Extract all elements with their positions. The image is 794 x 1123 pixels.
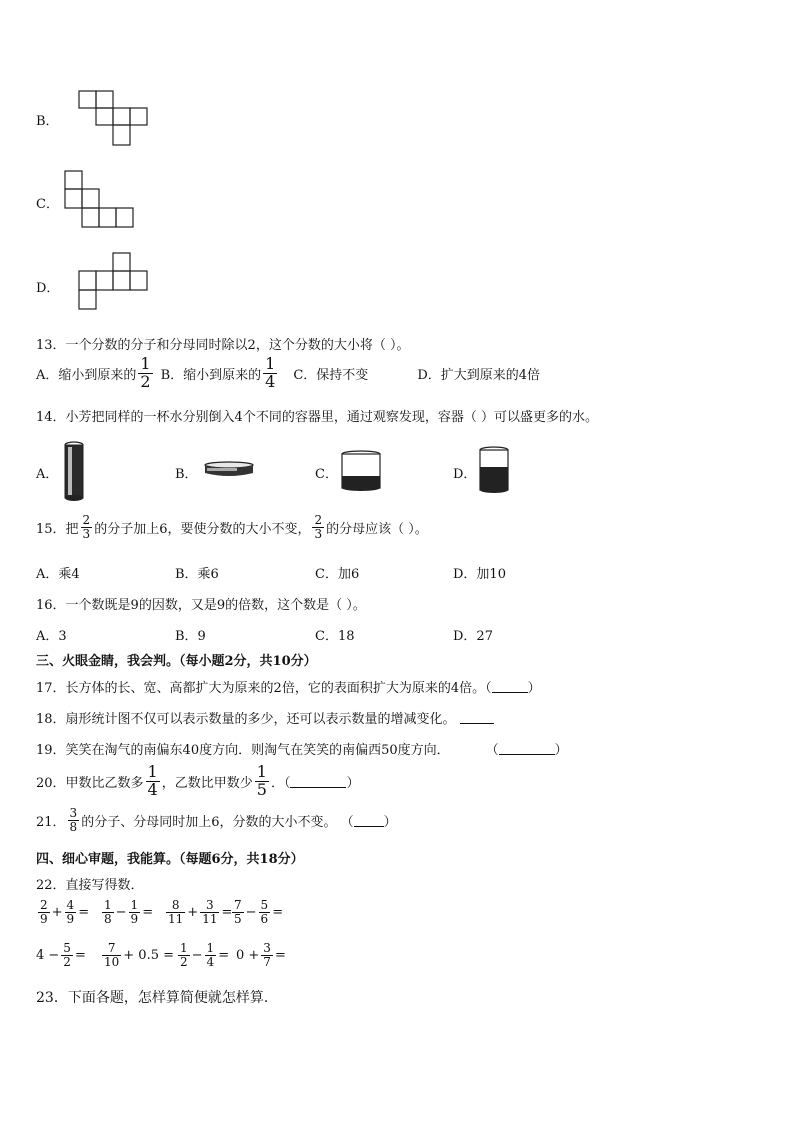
option-d-label: D．: [36, 281, 60, 296]
q22-text: 22．直接写得数．: [36, 878, 144, 893]
q20-line: [36, 764, 359, 799]
q18-answer-blank[interactable]: [460, 711, 494, 724]
q13-option-b: B．缩小到原来的: [160, 367, 262, 383]
q16-option-c: C．18: [315, 629, 355, 644]
q21-close: ）: [383, 814, 397, 830]
q13-options: [36, 356, 540, 391]
q13-option-a: A．缩小到原来的: [36, 367, 137, 383]
narrow-glass-icon: [478, 446, 512, 494]
q17-text: 17．长方体的长、宽、高都扩大为原来的2倍，它的表面积扩大为原来的4倍。（: [36, 681, 492, 696]
q13-fraction-b: $\frac{1}{4}$: [265, 354, 276, 391]
q13-text: 13．一个分数的分子和分母同时除以2，这个分数的大小将（ ）。: [36, 338, 410, 353]
q21-line: [36, 807, 397, 833]
calc-expression-7: $\frac{1}{2}$ − $\frac{1}{4}$ =: [180, 941, 230, 969]
q20-suffix: ．（: [270, 775, 291, 791]
calc-row-2: [36, 942, 296, 968]
option-b-label: B．: [36, 114, 59, 129]
calc-row-1: [36, 899, 294, 925]
net-diagram-d: [78, 252, 150, 312]
q13-fraction-a: $\frac{1}{2}$: [140, 354, 151, 391]
q17-line: [36, 677, 541, 696]
q15-option-d: D．加10: [453, 567, 506, 582]
calc-expression-2: $\frac{1}{8}$ − $\frac{1}{9}$ =: [104, 898, 154, 926]
q21-prefix: 21．: [36, 814, 66, 830]
q21-answer-blank[interactable]: [354, 814, 384, 827]
q14-option-b: B．: [175, 467, 198, 482]
net-diagram-b: [78, 90, 150, 148]
q15-option-c: C．加6: [315, 567, 360, 582]
q19-close: ）: [554, 743, 568, 758]
q19-line: [36, 739, 568, 758]
q13-option-d: D．扩大到原来的4倍: [417, 367, 541, 383]
calc-expression-5: 4 − $\frac{5}{2}$ =: [36, 941, 86, 969]
q19-answer-blank[interactable]: [499, 742, 555, 755]
q14-text: 14．小芳把同样的一杯水分别倒入4个不同的容器里，通过观察发现，容器（ ）可以盛更多的水。: [36, 410, 598, 425]
q17-answer-blank[interactable]: [492, 680, 528, 693]
q20-fraction-2: $\frac{1}{5}$: [256, 762, 267, 799]
q15-middle: 的分子加上6，要使分数的大小不变，: [94, 521, 311, 537]
q16-option-b: B．9: [175, 629, 206, 644]
q21-text: 的分子、分母同时加上6，分数的大小不变。 （: [81, 814, 354, 830]
q15-line: [36, 514, 428, 540]
tall-cylinder-icon: [62, 440, 88, 502]
q15-option-a: A．乘4: [36, 567, 80, 582]
calc-expression-4: $\frac{7}{5}$ − $\frac{5}{6}$ =: [234, 898, 284, 926]
calc-expression-8: 0 + $\frac{3}{7}$ =: [236, 941, 286, 969]
calc-expression-3: $\frac{8}{11}$ + $\frac{3}{11}$ =: [168, 898, 233, 926]
q21-fraction: $\frac{3}{8}$: [69, 806, 78, 834]
q14-option-a: A．: [36, 467, 59, 482]
q15-prefix: 15．把: [36, 521, 79, 537]
q19-open: （: [485, 743, 499, 758]
q16-option-a: A．3: [36, 629, 67, 644]
q18-line: [36, 708, 494, 727]
q20-middle: ，乙数比甲数少: [161, 775, 253, 791]
q15-fraction-1: $\frac{2}{3}$: [82, 513, 91, 541]
net-diagram-c: [64, 170, 138, 230]
wide-glass-icon: [340, 450, 384, 492]
q15-option-b: B．乘6: [175, 567, 219, 582]
option-c-label: C．: [36, 197, 59, 212]
q14-option-c: C．: [315, 467, 338, 482]
q14-option-d: D．: [453, 467, 477, 482]
q15-fraction-2: $\frac{2}{3}$: [314, 513, 323, 541]
q13-option-c: C．保持不变: [293, 367, 369, 383]
q20-fraction-1: $\frac{1}{4}$: [147, 762, 158, 799]
q19-text: 19．笑笑在淘气的南偏东40度方向．则淘气在笑笑的南偏西50度方向．: [36, 743, 450, 758]
q20-prefix: 20．甲数比乙数多: [36, 775, 144, 791]
section-3-heading: 三、火眼金睛，我会判。（每小题2分，共10分）: [36, 654, 317, 669]
q16-text: 16．一个数既是9的因数，又是9的倍数，这个数是（ ）。: [36, 598, 366, 613]
q18-text: 18．扇形统计图不仅可以表示数量的多少，还可以表示数量的增减变化。: [36, 712, 456, 727]
q15-suffix: 的分母应该（ ）。: [326, 521, 428, 537]
q17-close: ）: [527, 681, 541, 696]
flat-dish-icon: [203, 460, 257, 482]
section-4-heading: 四、细心审题，我能算。（每题6分，共18分）: [36, 852, 304, 867]
calc-expression-6: $\frac{7}{10}$ + 0.5 =: [104, 941, 175, 969]
q23-text: 23．下面各题，怎样算简便就怎样算．: [36, 990, 278, 1006]
calc-expression-1: $\frac{2}{9}$ + $\frac{4}{9}$ =: [40, 898, 90, 926]
q20-answer-blank[interactable]: [290, 775, 346, 788]
q20-close: ）: [346, 775, 360, 791]
q16-option-d: D．27: [453, 629, 493, 644]
